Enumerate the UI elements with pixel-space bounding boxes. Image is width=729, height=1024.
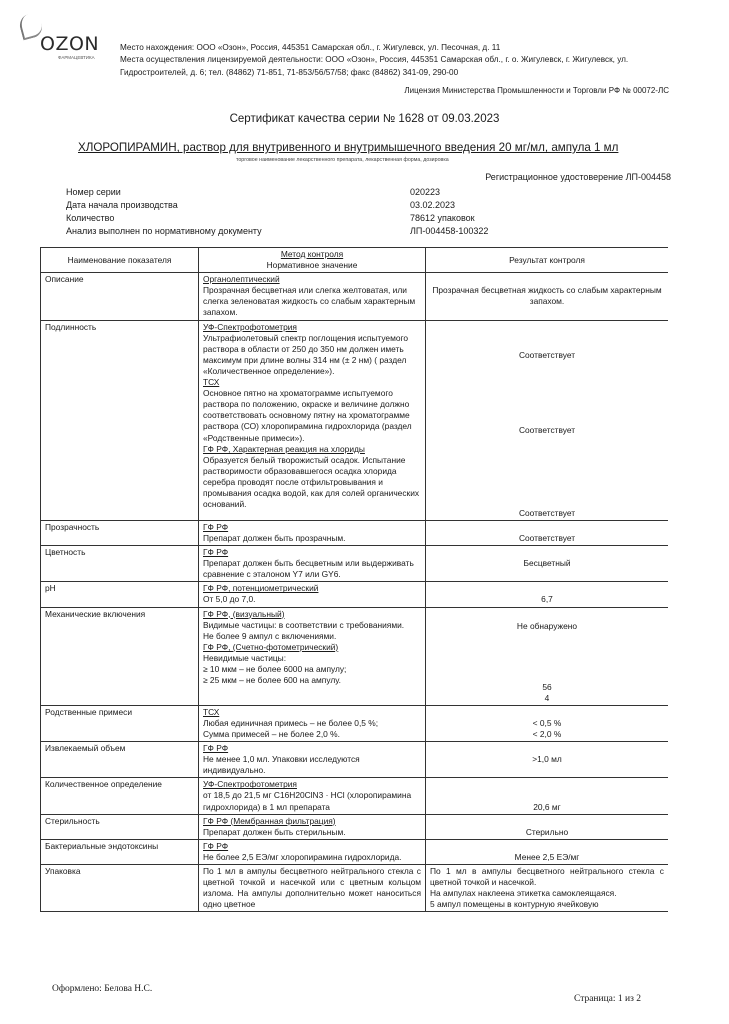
row-result [426, 320, 669, 520]
result-value: 4 [544, 692, 550, 703]
logo-subtext: ФАРМАЦЕВТИКА [58, 55, 95, 61]
table-row [41, 705, 669, 741]
method-label: ТСХ [203, 377, 220, 388]
result-value: Соответствует [518, 349, 576, 360]
row-norm [199, 582, 426, 607]
row-name: Извлекаемый объем [41, 742, 199, 778]
result-value: 56 [542, 681, 552, 692]
method-label: ГФ РФ [203, 547, 229, 558]
row-name: Цветность [41, 546, 199, 582]
row-name: Описание [41, 273, 199, 320]
norm-text: Образуется белый творожистый осадок. Испытание растворимости образовавшегося осадка хлорида серебра проводят после отфильтровывания и промывания осадка водой, как для солей органических оснований. [203, 454, 420, 510]
norm-text: Препарат должен быть бесцветным или выдерживать сравнение с эталоном Y7 или GY6. [203, 558, 414, 580]
quality-table-wrapper [40, 247, 668, 1022]
registration-number: Регистрационное удостоверение ЛП-004458 [485, 172, 671, 182]
product-title: ХЛОРОПИРАМИН, раствор для внутривенного и внутримышечного введения 20 мг/мл, ампула 1 мл [78, 141, 619, 154]
row-norm [199, 742, 426, 778]
batch-row [66, 225, 666, 238]
batch-label: Номер серии [66, 187, 121, 197]
method-label: УФ-Спектрофотометрия [203, 321, 297, 332]
row-name: Бактериальные эндотоксины [41, 839, 199, 864]
method-label: Органолептический [203, 274, 280, 285]
row-result [426, 607, 669, 705]
table-row [41, 273, 669, 320]
row-norm [199, 520, 426, 545]
batch-value: 78612 упаковок [410, 213, 475, 224]
result-value: < 0,5 % [532, 717, 562, 728]
row-result: Бесцветный [426, 546, 669, 582]
method-label: УФ-Спектрофотометрия [203, 779, 297, 790]
page-number: Страница: 1 из 2 [573, 994, 641, 1004]
row-norm [199, 273, 426, 320]
license-line: Лицензия Министерства Промышленности и Торговли РФ № 00072-ЛС [404, 86, 669, 95]
company-header [120, 42, 680, 79]
table-row [41, 839, 669, 864]
row-name: Родственные примеси [41, 705, 199, 741]
norm-text: Не более 9 ампул с включениями. [203, 630, 337, 641]
batch-row [66, 199, 666, 212]
batch-label: Анализ выполнен по нормативному документу [66, 226, 262, 237]
result-value: Не обнаружено [516, 620, 578, 631]
table-row [41, 520, 669, 545]
norm-text: ≥ 25 мкм – не более 600 на ампулу. [203, 675, 341, 686]
row-result: >1,0 мл [426, 742, 669, 778]
batch-value: 03.02.2023 [410, 200, 456, 211]
table-header [41, 248, 669, 273]
address-line: Место нахождения: ООО «Озон», Россия, 445351 Самарская обл., г. Жигулевск, ул. Песочная, д. 11 [120, 43, 501, 52]
row-name: Подлинность [41, 320, 199, 520]
table-row [41, 582, 669, 607]
row-norm [199, 320, 426, 520]
row-norm [199, 705, 426, 741]
header-method [199, 248, 426, 273]
batch-row [66, 212, 666, 225]
table-row [41, 742, 669, 778]
norm-text: ≥ 10 мкм – не более 6000 на ампулу; [203, 663, 347, 674]
batch-info [66, 186, 666, 238]
row-name: Механические включения [41, 607, 199, 705]
row-result: Соответствует [426, 520, 669, 545]
batch-label: Дата начала производства [66, 200, 178, 211]
row-norm [199, 814, 426, 839]
norm-text: от 18,5 до 21,5 мг C16H20ClN3 · HCl (хлоропирамина гидрохлорида) в 1 мл препарата [203, 790, 412, 812]
method-label: ТСХ [203, 706, 220, 717]
logo-text: OZON [40, 33, 100, 55]
norm-text: От 5,0 до 7,0. [203, 594, 256, 605]
batch-row [66, 186, 666, 199]
row-name: pH [41, 582, 199, 607]
prepared-by: Оформлено: Белова Н.С. [52, 984, 153, 994]
row-norm: По 1 мл в ампулы бесцветного нейтрального стекла с цветной точкой и насечкой или с цветным кольцом излома. На ампулы дополнительно может наноситься одно цветное [199, 865, 426, 912]
header-result: Результат контроля [426, 248, 669, 273]
row-name: Упаковка [41, 865, 199, 912]
row-norm [199, 839, 426, 864]
method-label: ГФ РФ (Мембранная фильтрация) [203, 815, 336, 826]
norm-text: Сумма примесей – не более 2,0 %. [203, 728, 340, 739]
row-result: 6,7 [426, 582, 669, 607]
table-row [41, 865, 669, 912]
method-label: ГФ РФ, (визуальный) [203, 608, 285, 619]
activity-line-2: Гидростроителей, д. 6; тел. (84862) 71-851, 71-853/56/57/58; факс (84862) 341-09, 290-00 [120, 67, 459, 77]
norm-text: Невидимые частицы: [203, 652, 287, 663]
batch-value: ЛП-004458-100322 [410, 226, 489, 237]
company-logo [40, 32, 99, 61]
result-value: < 2,0 % [532, 728, 562, 739]
table-row [41, 546, 669, 582]
row-result: Прозрачная бесцветная жидкость со слабым характерным запахом. [426, 273, 669, 320]
row-norm [199, 607, 426, 705]
row-result: 20,6 мг [426, 778, 669, 814]
table-row [41, 778, 669, 814]
method-label: ГФ РФ, потенциометрический [203, 583, 319, 594]
table-row [41, 814, 669, 839]
batch-label: Количество [66, 213, 115, 224]
row-norm [199, 546, 426, 582]
header-method-label: Метод контроля [280, 249, 344, 259]
result-value: 5 ампул помещены в контурную ячейковую [430, 899, 599, 910]
header-norm-label: Нормативное значение [266, 260, 358, 271]
quality-table [40, 247, 668, 912]
activity-line-1: Места осуществления лицензируемой деятельности: ООО «Озон», Россия, 445351 Самарская обл., г. о. Жигулевск, г. Жигулевск, ул. [120, 55, 629, 65]
norm-text: Прозрачная бесцветная или слегка желтоватая, или слегка зеленоватая жидкость со слабым характерным запахом. [203, 285, 416, 318]
row-name: Количественное определение [41, 778, 199, 814]
row-result: Стерильно [426, 814, 669, 839]
row-norm [199, 778, 426, 814]
row-result [426, 865, 669, 912]
table-row [41, 320, 669, 520]
result-value: По 1 мл в ампулы бесцветного нейтрального стекла с цветной точкой и насечкой. [430, 866, 664, 888]
norm-text: Ультрафиолетовый спектр поглощения испытуемого раствора в области от 250 до 350 нм должен иметь максимум при длине волны 314 нм (± 2 нм) ( раздел «Количественное определение»). [203, 332, 409, 376]
row-result [426, 705, 669, 741]
norm-text: Не менее 1,0 мл. Упаковки исследуются индивидуально. [203, 754, 360, 776]
certificate-title: Сертификат качества серии № 1628 от 09.03.2023 [229, 113, 500, 125]
result-value: На ампулах наклеена этикетка самоклеящаяся. [430, 888, 617, 899]
norm-text: Видимые частицы: в соответствии с требованиями. [203, 619, 405, 630]
method-label: ГФ РФ [203, 743, 229, 754]
row-name: Стерильность [41, 814, 199, 839]
table-row [41, 607, 669, 705]
method-label: ГФ РФ, (Счетно-фотометрический) [203, 641, 339, 652]
header-name: Наименование показателя [41, 248, 199, 273]
result-value: Соответствует [518, 424, 576, 435]
row-name: Прозрачность [41, 520, 199, 545]
norm-text: Препарат должен быть прозрачным. [203, 532, 346, 543]
method-label: ГФ РФ [203, 840, 229, 851]
row-result: Менее 2,5 ЕЭ/мг [426, 839, 669, 864]
norm-text: Не более 2,5 ЕЭ/мг хлоропирамина гидрохлорида. [203, 851, 402, 862]
method-label: ГФ РФ [203, 521, 229, 532]
product-caption: торговое наименование лекарственного препарата, лекарственная форма, дозировка [236, 157, 449, 163]
norm-text: Препарат должен быть стерильным. [203, 826, 346, 837]
method-label: ГФ РФ, Характерная реакция на хлориды [203, 443, 365, 454]
norm-text: Основное пятно на хроматограмме испытуемого раствора по положению, окраске и величине должно соответствовать основному пятну на хроматограмме раствора (СО) хлоропирамина гидрохлорида (раздел «Родственные примеси»). [203, 388, 412, 443]
result-value: Соответствует [518, 507, 576, 518]
norm-text: Любая единичная примесь – не более 0,5 %; [203, 717, 379, 728]
batch-value: 020223 [410, 187, 441, 197]
